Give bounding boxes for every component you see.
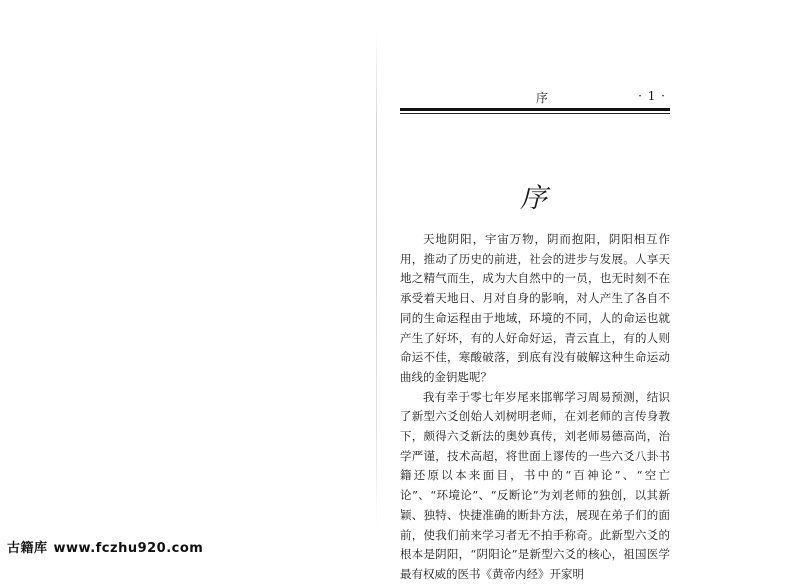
page-number: · 1 · — [638, 89, 666, 103]
footer-watermark[interactable] — [7, 537, 203, 556]
running-title: 序 — [536, 91, 551, 105]
running-header — [400, 88, 670, 108]
watermark-brand: 古籍库 — [7, 541, 48, 556]
chapter-title: 序 — [520, 183, 549, 214]
paragraph-1: 天地阴阳，宇宙万物，阴而抱阳，阴阳相互作用，推动了历史的前进，社会的进步与发展。人享天地之精气而生，成为大自然中的一员，也无时刻不在承受着天地日、月对自身的影响，对人产生了各自不同的生命运程由于地域，环境的不同，人的命运也就产生了好坏，有的人好命好运，青云直上，有的人则命运不佳，寒酸破落，到底有没有破解这种生命运动曲线的金钥匙呢？ — [400, 232, 670, 384]
body-text — [400, 230, 670, 585]
paragraph-2: 我有幸于零七年岁尾来邯郸学习周易预测，结识了新型六爻创始人刘树明老师，在刘老师的言传身教下，颇得六爻新法的奥妙真传，刘老师易德高尚，治学严谨，技术高超，将世面上谬传的一些六爻八卦书籍还原以本来面目，书中的“百神论”、“空亡论”、“环境论”、“反断论”为刘老师的独创，以其新颖、独特、快捷准确的断卦方法，展现在弟子们的面前，使我们前来学习者无不拍手称奇。此新型六爻的根本是阴阳，“阴阳论”是新型六爻的核心，祖国医学最有权威的医书《黄帝内经》开家明 — [400, 389, 670, 581]
watermark-url[interactable]: www.fczhu920.com — [53, 541, 204, 556]
header-rule-thin — [400, 113, 670, 114]
header-rule-thick — [400, 108, 670, 111]
left-page-blank — [0, 0, 376, 561]
